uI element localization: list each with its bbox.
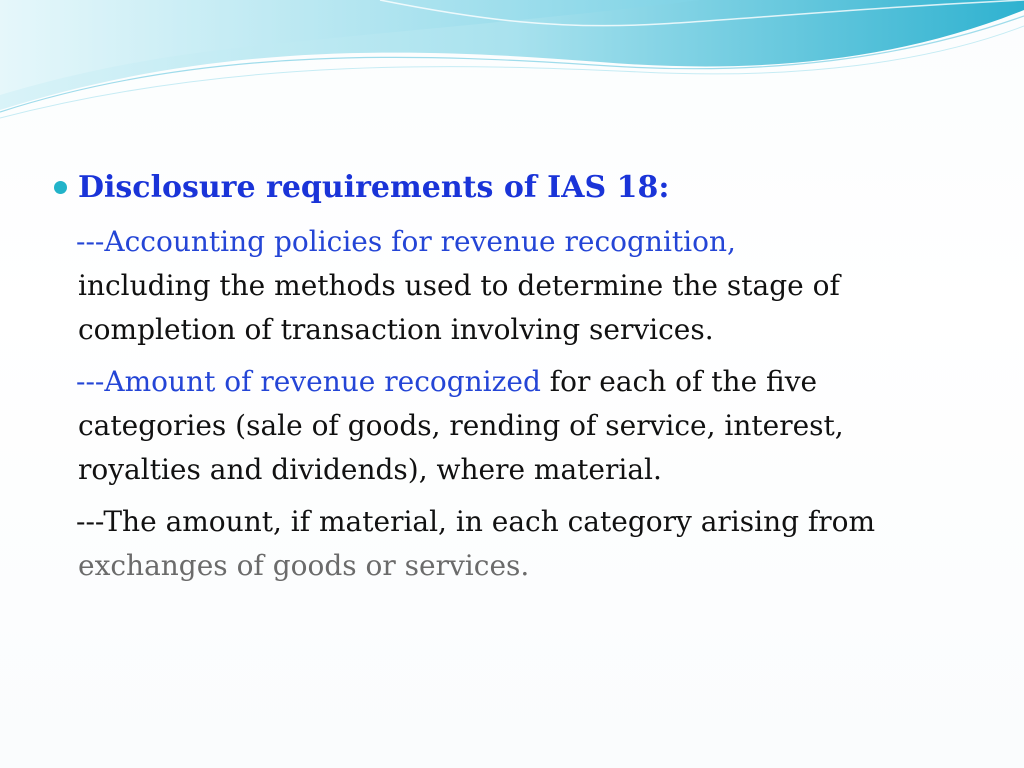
item-highlight: ---Amount of revenue recognized: [76, 365, 541, 398]
bullet-icon: [54, 181, 67, 194]
disclosure-item-amount-of-revenue: [52, 360, 992, 492]
item-line: royalties and dividends), where material.: [78, 453, 662, 486]
item-line: completion of transaction involving services.: [78, 313, 714, 346]
disclosure-item-accounting-policies: [52, 220, 992, 352]
item-line: ---The amount, if material, in each category arising from: [76, 505, 876, 538]
disclosure-item-exchanges: [52, 500, 992, 588]
header-wave-decoration: [0, 0, 1024, 130]
heading-row: [52, 164, 992, 212]
slide-heading: Disclosure requirements of IAS 18:: [78, 170, 670, 205]
item-line: [52, 360, 992, 404]
item-line: categories (sale of goods, rending of service, interest,: [78, 409, 844, 442]
item-line: exchanges of goods or services.: [78, 549, 530, 582]
slide-body: [52, 164, 992, 588]
item-text: for each of the five: [540, 365, 818, 398]
item-line: including the methods used to determine the stage of: [78, 269, 840, 302]
item-line: ---Accounting policies for revenue recognition,: [76, 225, 736, 258]
